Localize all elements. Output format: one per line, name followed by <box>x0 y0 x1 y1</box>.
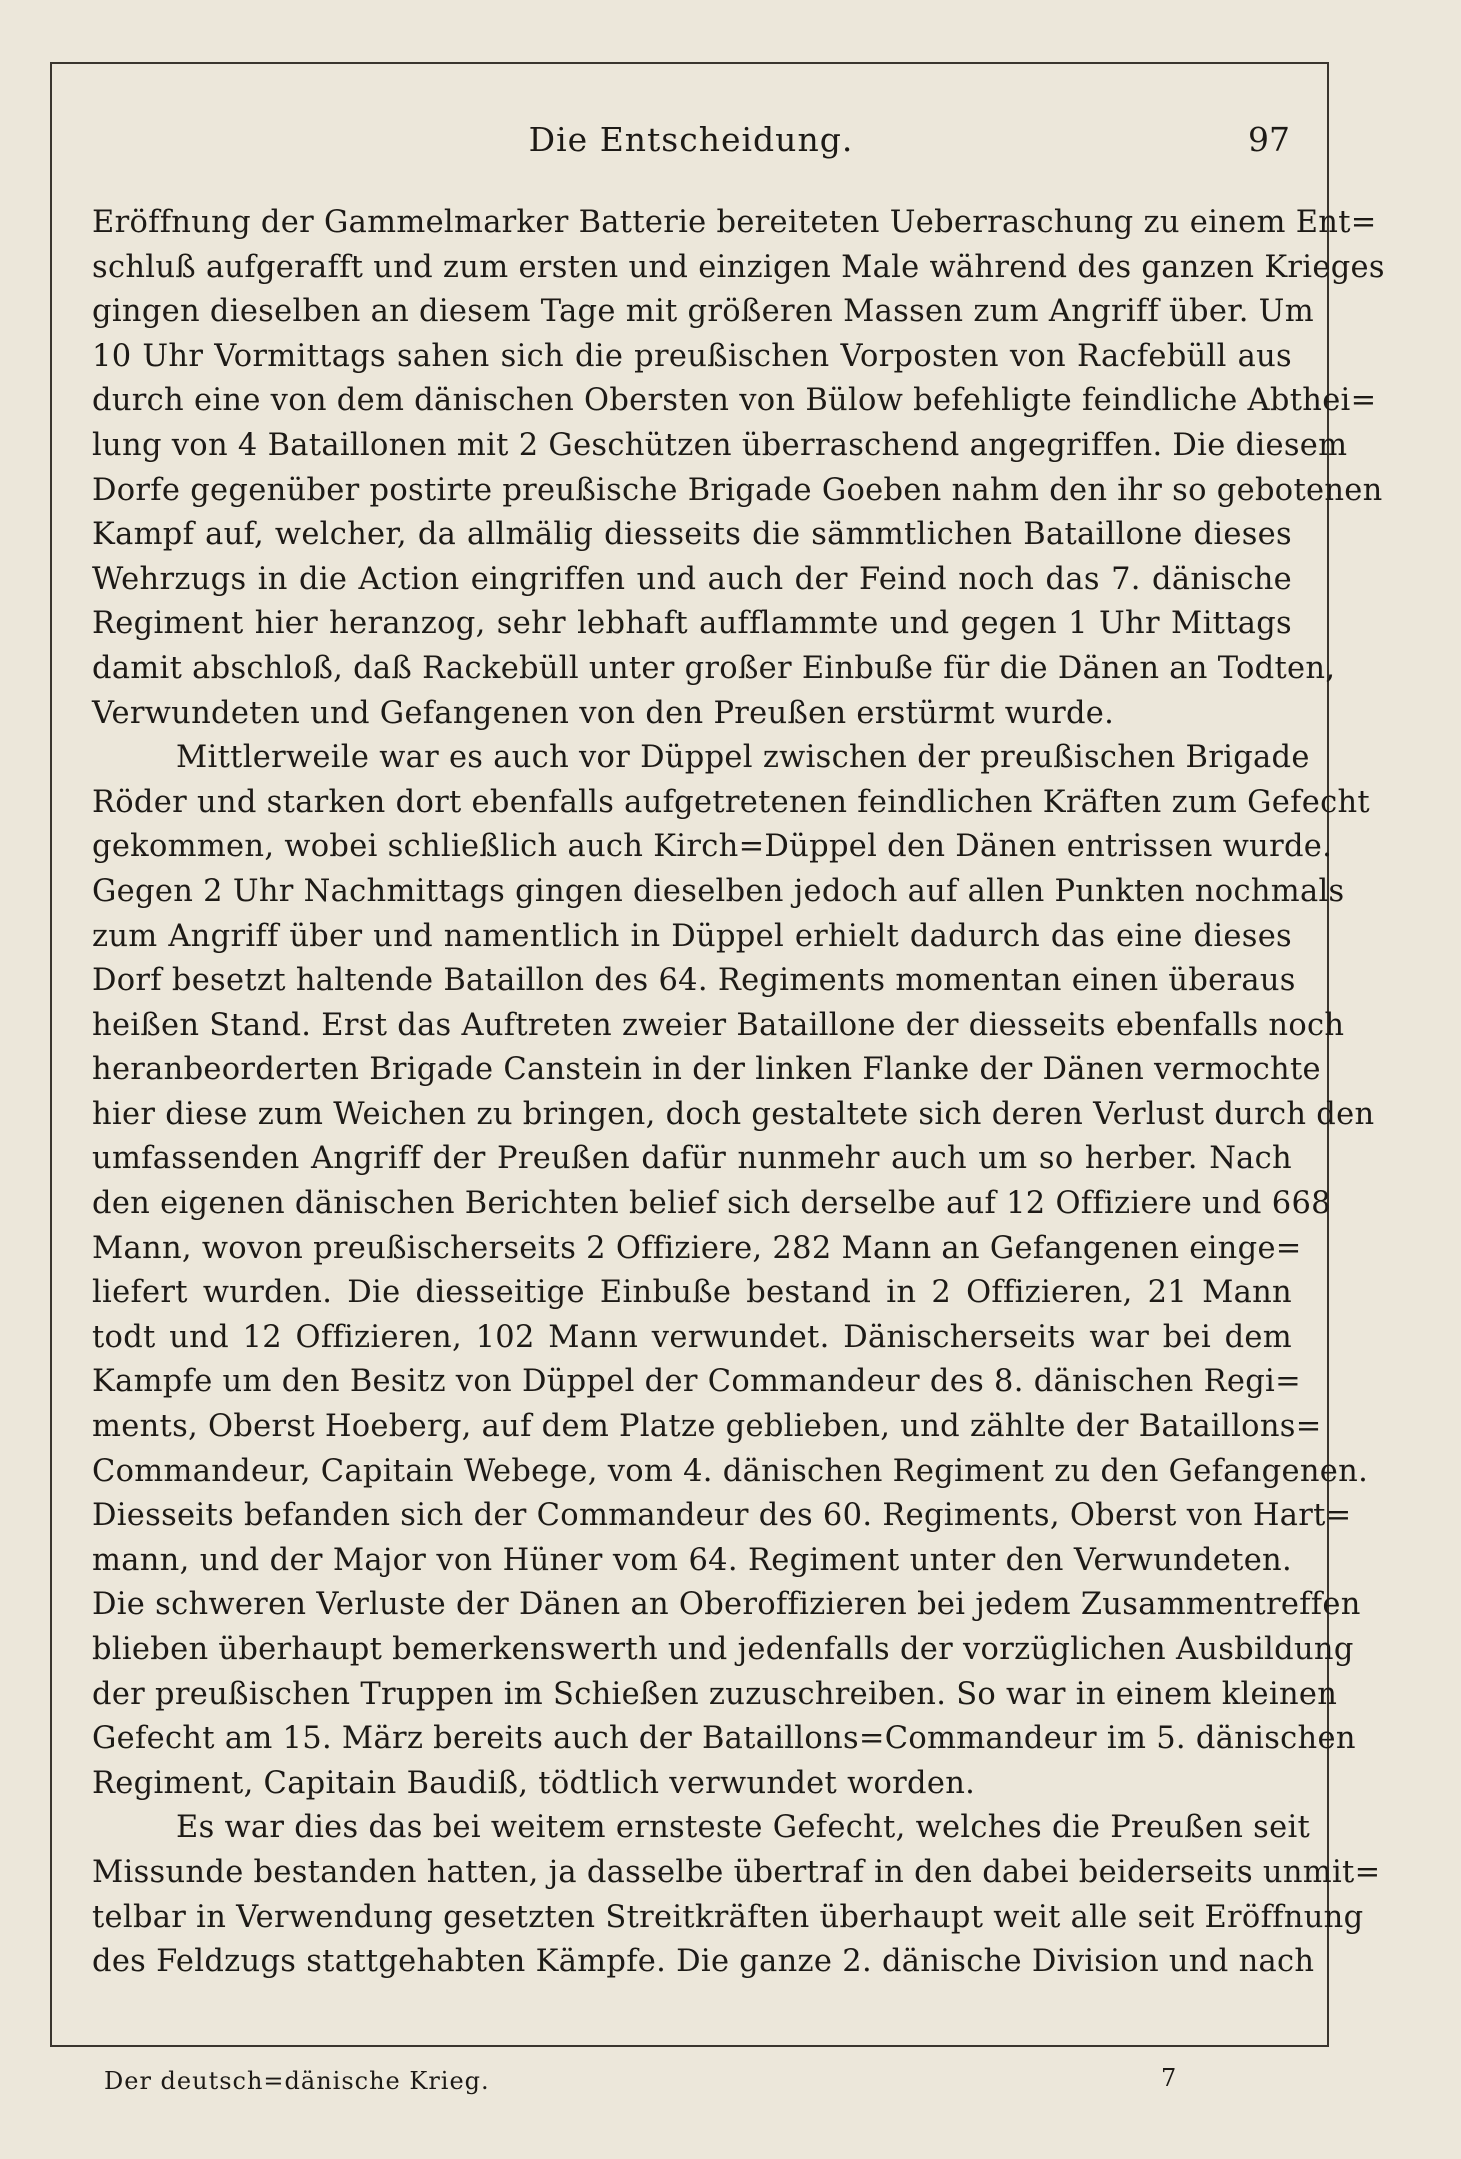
text-line: des Feldzugs stattgehabten Kämpfe. Die ganze 2. dänische Division und nach <box>92 1944 1315 1980</box>
text-line: liefert wurden. Die diesseitige Einbuße bestand in 2 Offizieren, 21 Mann <box>92 1275 1292 1311</box>
text-line: umfassenden Angriff der Preußen dafür nunmehr auch um so herber. Nach <box>92 1141 1292 1177</box>
text-line: Dorfe gegenüber postirte preußische Brigade Goeben nahm den ihr so gebotenen <box>92 472 1383 508</box>
sheet-number: 7 <box>1161 2064 1177 2092</box>
text-line: Es war dies das bei weitem ernsteste Gefecht, welches die Preußen seit <box>176 1810 1311 1846</box>
text-line: zum Angriff über und namentlich in Düppel erhielt dadurch das eine dieses <box>92 918 1292 954</box>
text-line: lung von 4 Bataillonen mit 2 Geschützen überraschend angegriffen. Die diesem <box>92 427 1348 463</box>
text-line: Röder und starken dort ebenfalls aufgetretenen feindlichen Kräften zum Gefecht <box>92 784 1370 820</box>
text-line: Regiment hier heranzog, sehr lebhaft aufflammte und gegen 1 Uhr Mittags <box>92 606 1292 642</box>
page-number: 97 <box>1248 120 1290 159</box>
text-line: Mann, wovon preußischerseits 2 Offiziere, 282 Mann an Gefangenen einge= <box>92 1230 1302 1266</box>
text-line: Regiment, Capitain Baudiß, tödtlich verwundet worden. <box>92 1765 976 1801</box>
text-line: Dorf besetzt haltende Bataillon des 64. Regiments momentan einen überaus <box>92 963 1296 999</box>
text-line: ments, Oberst Hoeberg, auf dem Platze geblieben, und zählte der Bataillons= <box>92 1409 1322 1445</box>
text-line: Gegen 2 Uhr Nachmittags gingen dieselben jedoch auf allen Punkten nochmals <box>92 873 1345 909</box>
text-line: schluß aufgerafft und zum ersten und einzigen Male während des ganzen Krieges <box>92 249 1385 285</box>
printer-signature: Der deutsch=dänische Krieg. <box>104 2067 490 2095</box>
text-line: gingen dieselben an diesem Tage mit größeren Massen zum Angriff über. Um <box>92 294 1314 330</box>
text-line: Gefecht am 15. März bereits auch der Bataillons=Commandeur im 5. dänischen <box>92 1721 1356 1757</box>
text-line: durch eine von dem dänischen Obersten von Bülow befehligte feindliche Abthei= <box>92 383 1377 419</box>
text-line: heranbeorderten Brigade Canstein in der linken Flanke der Dänen vermochte <box>92 1052 1321 1088</box>
text-line: blieben überhaupt bemerkenswerth und jedenfalls der vorzüglichen Ausbildung <box>92 1632 1354 1667</box>
text-line: Mittlerweile war es auch vor Düppel zwischen der preußischen Brigade <box>176 740 1310 776</box>
paragraph-3 <box>92 1806 1381 1984</box>
text-line: Die schweren Verluste der Dänen an Oberoffizieren bei jedem Zusammentreffen <box>92 1587 1361 1623</box>
text-line: gekommen, wobei schließlich auch Kirch=Düppel den Dänen entrissen wurde. <box>92 829 1333 865</box>
text-line: Missunde bestanden hatten, ja dasselbe übertraf in den dabei beiderseits unmit= <box>92 1854 1381 1890</box>
body-text <box>92 201 1385 1985</box>
text-line: damit abschloß, daß Rackebüll unter großer Einbuße für die Dänen an Todten, <box>92 650 1336 686</box>
text-line: Verwundeten und Gefangenen von den Preußen erstürmt wurde. <box>92 695 1115 731</box>
text-line: den eigenen dänischen Berichten belief sich derselbe auf 12 Offiziere und 668 <box>92 1186 1331 1222</box>
running-head <box>92 120 1290 170</box>
text-line: 10 Uhr Vormittags sahen sich die preußischen Vorposten von Racfebüll aus <box>92 338 1292 374</box>
text-line: Commandeur, Capitain Webege, vom 4. dänischen Regiment zu den Gefangenen. <box>92 1453 1369 1489</box>
text-line: mann, und der Major von Hüner vom 64. Regiment unter den Verwundeten. <box>92 1542 1292 1578</box>
text-line: der preußischen Truppen im Schießen zuzuschreiben. So war in einem kleinen <box>92 1676 1338 1712</box>
text-line: telbar in Verwendung gesetzten Streitkräften überhaupt weit alle seit Eröffnung <box>92 1899 1364 1935</box>
text-line: Wehrzugs in die Action eingriffen und auch der Feind noch das 7. dänische <box>92 561 1292 597</box>
text-line: Kampf auf, welcher, da allmälig diesseits die sämmtlichen Bataillone dieses <box>92 517 1292 553</box>
text-line: Kampfe um den Besitz von Düppel der Commandeur des 8. dänischen Regi= <box>92 1364 1301 1400</box>
paragraph-1 <box>92 201 1385 736</box>
text-line: hier diese zum Weichen zu bringen, doch gestaltete sich deren Verlust durch den <box>92 1096 1375 1132</box>
text-line: todt und 12 Offizieren, 102 Mann verwundet. Dänischerseits war bei dem <box>92 1319 1292 1355</box>
text-line: Eröffnung der Gammelmarker Batterie bereiteten Ueberraschung zu einem Ent= <box>92 205 1377 240</box>
text-line: heißen Stand. Erst das Auftreten zweier Bataillone der diesseits ebenfalls noch <box>92 1007 1345 1043</box>
paragraph-2 <box>92 736 1375 1806</box>
page-title: Die Entscheidung. <box>528 120 854 159</box>
text-line: Diesseits befanden sich der Commandeur des 60. Regiments, Oberst von Hart= <box>92 1498 1352 1534</box>
